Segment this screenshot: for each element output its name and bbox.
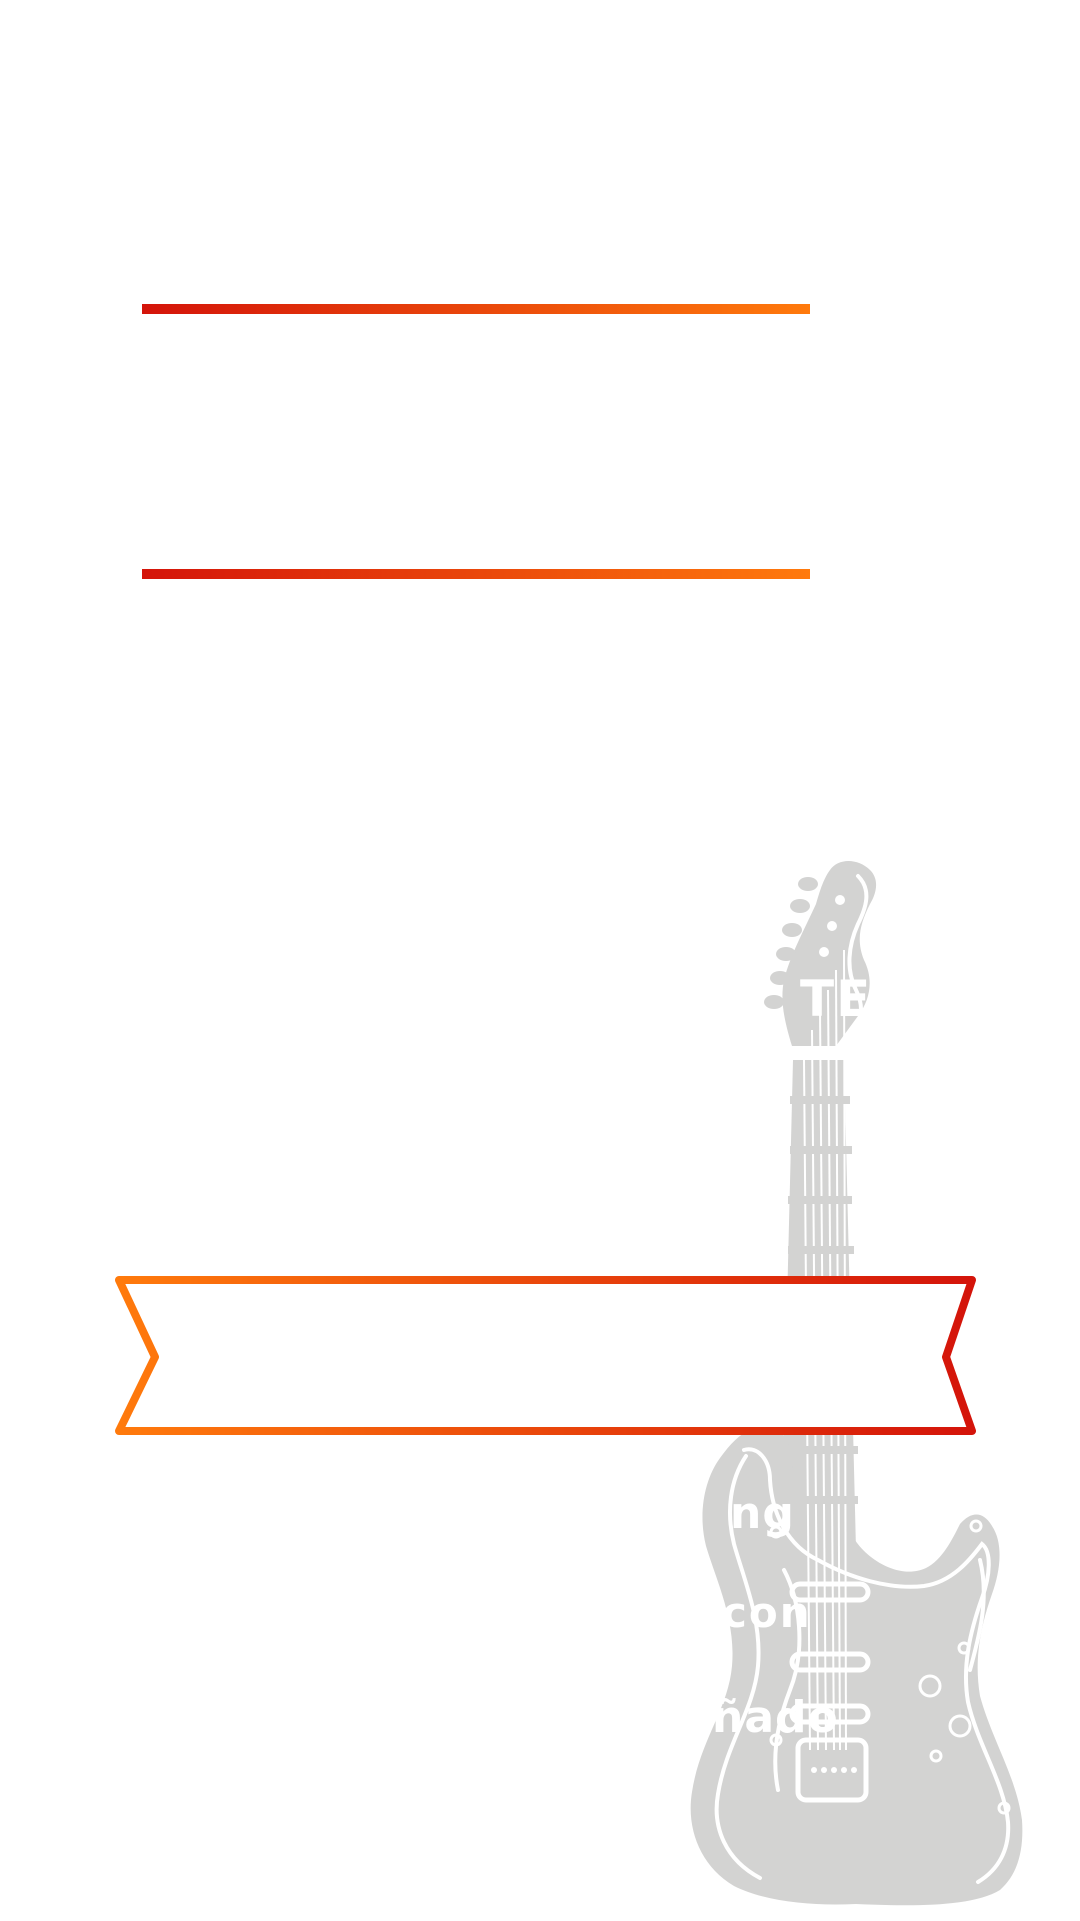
guitar-overlay-text: ng	[730, 1488, 795, 1539]
ribbon-banner-shape	[110, 1270, 982, 1450]
guitar-overlay-text: con	[722, 1588, 812, 1637]
top-divider-line	[142, 304, 810, 314]
guitar-overlay-text: ñado	[712, 1692, 839, 1743]
guitar-overlay-text: TEN	[800, 970, 917, 1028]
ribbon-banner	[110, 1270, 982, 1450]
second-divider-line	[142, 569, 810, 579]
guitar-overlay-text: Y	[852, 1038, 887, 1094]
